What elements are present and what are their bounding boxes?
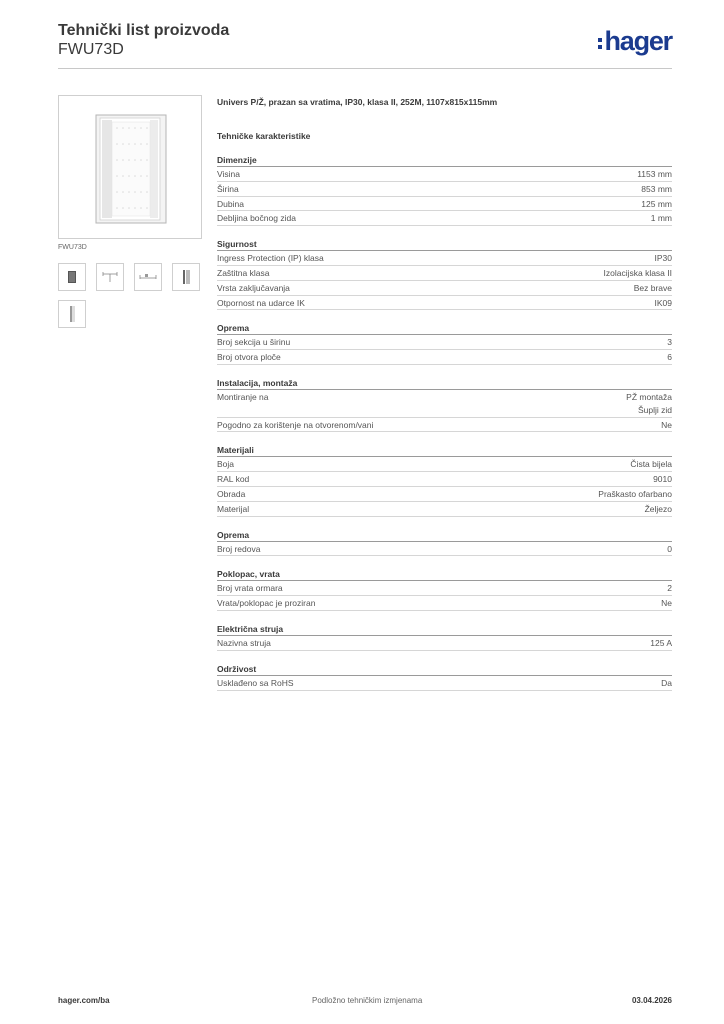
spec-row	[217, 542, 672, 557]
dimension-top-icon	[97, 264, 123, 290]
spec-row	[217, 266, 672, 281]
section-title: Instalacija, montaža	[217, 376, 672, 390]
thumbnail-front[interactable]	[58, 263, 86, 291]
footer-date: 03.04.2026	[631, 996, 672, 1005]
technical-characteristics-heading: Tehničke karakteristike	[217, 131, 311, 141]
spec-row	[217, 472, 672, 487]
product-code: FWU73D	[58, 41, 124, 58]
spec-row	[217, 182, 672, 197]
spec-value: IK09	[654, 297, 672, 308]
document-title: Tehnički list proizvoda	[58, 22, 230, 39]
spec-sections	[217, 153, 672, 691]
spec-section	[217, 153, 672, 226]
spec-row	[217, 457, 672, 472]
spec-section	[217, 528, 672, 557]
thumbnail-dimension-top[interactable]	[96, 263, 124, 291]
logo-text: hager	[604, 26, 672, 56]
spec-row	[217, 390, 672, 418]
spec-row	[217, 581, 672, 596]
spec-row	[217, 167, 672, 182]
product-image	[58, 95, 202, 239]
spec-row	[217, 636, 672, 651]
cabinet-illustration-icon	[95, 114, 167, 224]
spec-key: Montiranje na	[217, 391, 269, 402]
section-title: Dimenzije	[217, 153, 672, 167]
spec-key: Broj otvora ploče	[217, 352, 281, 363]
section-title: Poklopac, vrata	[217, 567, 672, 581]
hager-logo	[598, 28, 672, 54]
spec-section	[217, 321, 672, 365]
spec-key: Vrsta zaključavanja	[217, 282, 290, 293]
spec-section	[217, 662, 672, 691]
spec-section	[217, 567, 672, 611]
cabinet-front-icon	[59, 264, 85, 290]
spec-value: Izolacijska klasa II	[603, 267, 672, 278]
section-title: Održivost	[217, 662, 672, 676]
spec-key: Pogodno za korištenje na otvorenom/vani	[217, 419, 374, 430]
spec-row	[217, 676, 672, 691]
spec-row	[217, 197, 672, 212]
product-description: Univers P/Ž, prazan sa vratima, IP30, klasa II, 252M, 1107x815x115mm	[217, 97, 498, 107]
page-footer	[58, 996, 672, 1008]
image-caption: FWU73D	[58, 244, 87, 251]
section-title: Električna struja	[217, 622, 672, 636]
spec-key: Broj vrata ormara	[217, 583, 283, 594]
spec-row	[217, 251, 672, 266]
header-divider	[58, 68, 672, 69]
section-title: Materijali	[217, 443, 672, 457]
spec-key: Boja	[217, 459, 235, 470]
spec-value: 1153 mm	[637, 169, 672, 179]
spec-section	[217, 622, 672, 651]
section-title: Sigurnost	[217, 237, 672, 251]
spec-row	[217, 350, 672, 365]
spec-key: Materijal	[217, 503, 250, 514]
thumbnail-dimension-side[interactable]	[134, 263, 162, 291]
spec-key: RAL kod	[217, 474, 250, 485]
spec-key: Otpornost na udarce IK	[217, 297, 305, 308]
spec-section	[217, 443, 672, 516]
spec-section	[217, 237, 672, 310]
spec-row	[217, 335, 672, 350]
footer-disclaimer: Podložno tehničkim izmjenama	[312, 996, 423, 1005]
spec-value: 6	[667, 352, 672, 363]
spec-key: Obrada	[217, 488, 246, 499]
spec-value: 2	[667, 583, 672, 594]
spec-row	[217, 487, 672, 502]
spec-row	[217, 596, 672, 611]
spec-value: Bez brave	[633, 282, 672, 293]
spec-key: Ingress Protection (IP) klasa	[217, 253, 324, 264]
spec-value: 1 mm	[650, 213, 672, 224]
spec-key: Debljina bočnog zida	[217, 213, 296, 224]
spec-value: 3	[667, 337, 672, 348]
spec-row	[217, 211, 672, 226]
spec-value: IP30	[654, 253, 672, 264]
section-title: Oprema	[217, 528, 672, 542]
dimension-side-icon	[135, 264, 161, 290]
section-title: Oprema	[217, 321, 672, 335]
cabinet-side-icon	[173, 264, 199, 290]
spec-row	[217, 281, 672, 296]
spec-value: 125 A	[650, 637, 672, 648]
cabinet-door-icon	[59, 301, 85, 327]
spec-value: 125 mm	[641, 198, 672, 209]
spec-key: Širina	[217, 183, 239, 194]
spec-value: Ne	[661, 419, 672, 430]
spec-row	[217, 418, 672, 433]
spec-key: Visina	[217, 169, 240, 179]
spec-row	[217, 502, 672, 517]
spec-value: Čista bijela	[630, 459, 672, 470]
spec-value: PŽ montaža Šuplji zid	[626, 391, 672, 415]
spec-key: Nazivna struja	[217, 637, 271, 648]
spec-key: Broj sekcija u širinu	[217, 337, 291, 348]
footer-website[interactable]: hager.com/ba	[58, 996, 110, 1005]
spec-value: Da	[661, 677, 672, 688]
spec-value: Željezo	[644, 503, 672, 514]
logo-dots-icon	[598, 38, 602, 49]
thumbnail-side[interactable]	[172, 263, 200, 291]
spec-value: 0	[667, 543, 672, 554]
spec-value: 9010	[653, 474, 672, 485]
spec-key: Dubina	[217, 198, 244, 209]
spec-key: Vrata/poklopac je proziran	[217, 598, 316, 609]
spec-row	[217, 296, 672, 311]
spec-key: Zaštitna klasa	[217, 267, 270, 278]
spec-section	[217, 376, 672, 432]
spec-key: Usklađeno sa RoHS	[217, 677, 294, 688]
spec-value: Ne	[661, 598, 672, 609]
spec-value: 853 mm	[641, 183, 672, 194]
spec-key: Broj redova	[217, 543, 261, 554]
spec-value: Praškasto ofarbano	[598, 488, 672, 499]
page-header	[58, 22, 672, 68]
specification-panel	[217, 96, 672, 691]
thumbnail-door[interactable]	[58, 300, 86, 328]
